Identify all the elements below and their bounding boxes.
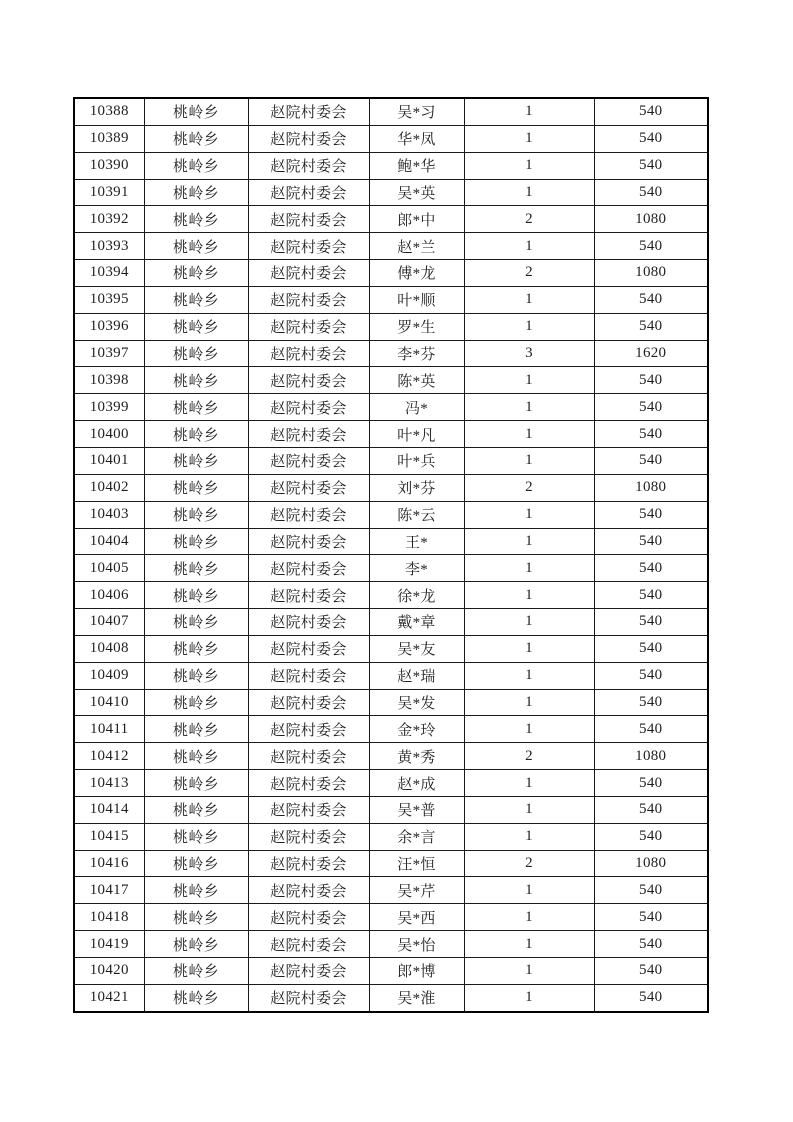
cell-village_committee: 赵院村委会 — [248, 233, 369, 260]
cell-amount: 1080 — [594, 260, 708, 287]
cell-village_committee: 赵院村委会 — [248, 394, 369, 421]
table-row — [74, 125, 708, 152]
cell-village_committee: 赵院村委会 — [248, 260, 369, 287]
cell-amount: 540 — [594, 394, 708, 421]
cell-village_committee: 赵院村委会 — [248, 474, 369, 501]
cell-serial_number: 10402 — [74, 474, 144, 501]
cell-masked_name: 吴*怡 — [369, 931, 464, 958]
cell-amount: 540 — [594, 447, 708, 474]
cell-amount: 1080 — [594, 206, 708, 233]
cell-village_committee: 赵院村委会 — [248, 931, 369, 958]
cell-quantity: 1 — [464, 931, 594, 958]
cell-quantity: 2 — [464, 260, 594, 287]
cell-amount: 1080 — [594, 743, 708, 770]
cell-masked_name: 戴*章 — [369, 609, 464, 636]
table-row — [74, 152, 708, 179]
cell-amount: 540 — [594, 313, 708, 340]
cell-quantity: 2 — [464, 206, 594, 233]
table-row — [74, 179, 708, 206]
cell-amount: 540 — [594, 716, 708, 743]
cell-township: 桃岭乡 — [144, 984, 248, 1011]
cell-serial_number: 10390 — [74, 152, 144, 179]
cell-amount: 540 — [594, 152, 708, 179]
cell-quantity: 1 — [464, 716, 594, 743]
cell-serial_number: 10418 — [74, 904, 144, 931]
cell-township: 桃岭乡 — [144, 233, 248, 260]
cell-masked_name: 郎*博 — [369, 958, 464, 985]
cell-village_committee: 赵院村委会 — [248, 823, 369, 850]
cell-quantity: 1 — [464, 635, 594, 662]
cell-village_committee: 赵院村委会 — [248, 179, 369, 206]
cell-serial_number: 10400 — [74, 421, 144, 448]
cell-quantity: 1 — [464, 555, 594, 582]
table-row — [74, 501, 708, 528]
cell-amount: 540 — [594, 501, 708, 528]
cell-township: 桃岭乡 — [144, 582, 248, 609]
cell-amount: 540 — [594, 877, 708, 904]
cell-amount: 540 — [594, 823, 708, 850]
cell-quantity: 1 — [464, 501, 594, 528]
cell-masked_name: 吴*西 — [369, 904, 464, 931]
cell-masked_name: 徐*龙 — [369, 582, 464, 609]
cell-amount: 540 — [594, 689, 708, 716]
table-row — [74, 823, 708, 850]
cell-amount: 540 — [594, 609, 708, 636]
cell-village_committee: 赵院村委会 — [248, 582, 369, 609]
cell-serial_number: 10393 — [74, 233, 144, 260]
cell-amount: 540 — [594, 770, 708, 797]
cell-village_committee: 赵院村委会 — [248, 958, 369, 985]
cell-quantity: 1 — [464, 689, 594, 716]
cell-township: 桃岭乡 — [144, 528, 248, 555]
cell-masked_name: 赵*瑞 — [369, 662, 464, 689]
cell-village_committee: 赵院村委会 — [248, 984, 369, 1011]
table-row — [74, 260, 708, 287]
cell-quantity: 2 — [464, 474, 594, 501]
cell-village_committee: 赵院村委会 — [248, 796, 369, 823]
cell-quantity: 1 — [464, 233, 594, 260]
table-row — [74, 233, 708, 260]
table-row — [74, 447, 708, 474]
cell-quantity: 1 — [464, 528, 594, 555]
table-row — [74, 206, 708, 233]
cell-serial_number: 10394 — [74, 260, 144, 287]
cell-masked_name: 王* — [369, 528, 464, 555]
cell-serial_number: 10416 — [74, 850, 144, 877]
table-row — [74, 904, 708, 931]
cell-amount: 540 — [594, 796, 708, 823]
cell-quantity: 2 — [464, 743, 594, 770]
cell-township: 桃岭乡 — [144, 823, 248, 850]
cell-amount: 540 — [594, 958, 708, 985]
cell-amount: 1080 — [594, 474, 708, 501]
table-row — [74, 582, 708, 609]
cell-serial_number: 10410 — [74, 689, 144, 716]
cell-quantity: 1 — [464, 877, 594, 904]
cell-masked_name: 陈*云 — [369, 501, 464, 528]
cell-village_committee: 赵院村委会 — [248, 447, 369, 474]
table-row — [74, 662, 708, 689]
cell-township: 桃岭乡 — [144, 474, 248, 501]
cell-quantity: 1 — [464, 125, 594, 152]
table-row — [74, 555, 708, 582]
cell-masked_name: 赵*兰 — [369, 233, 464, 260]
cell-quantity: 1 — [464, 770, 594, 797]
cell-masked_name: 李* — [369, 555, 464, 582]
cell-masked_name: 赵*成 — [369, 770, 464, 797]
cell-village_committee: 赵院村委会 — [248, 313, 369, 340]
cell-township: 桃岭乡 — [144, 609, 248, 636]
cell-village_committee: 赵院村委会 — [248, 286, 369, 313]
cell-serial_number: 10389 — [74, 125, 144, 152]
table-row — [74, 689, 708, 716]
cell-township: 桃岭乡 — [144, 421, 248, 448]
cell-quantity: 1 — [464, 662, 594, 689]
cell-quantity: 2 — [464, 850, 594, 877]
table-row — [74, 474, 708, 501]
cell-township: 桃岭乡 — [144, 904, 248, 931]
cell-serial_number: 10417 — [74, 877, 144, 904]
table-row — [74, 958, 708, 985]
cell-township: 桃岭乡 — [144, 286, 248, 313]
cell-serial_number: 10413 — [74, 770, 144, 797]
cell-masked_name: 余*言 — [369, 823, 464, 850]
cell-township: 桃岭乡 — [144, 689, 248, 716]
cell-village_committee: 赵院村委会 — [248, 743, 369, 770]
cell-masked_name: 李*芬 — [369, 340, 464, 367]
cell-masked_name: 鲍*华 — [369, 152, 464, 179]
table-row — [74, 796, 708, 823]
cell-amount: 540 — [594, 528, 708, 555]
table-row — [74, 98, 708, 125]
cell-village_committee: 赵院村委会 — [248, 635, 369, 662]
cell-masked_name: 吴*友 — [369, 635, 464, 662]
cell-amount: 1620 — [594, 340, 708, 367]
cell-masked_name: 吴*淮 — [369, 984, 464, 1011]
table-row — [74, 421, 708, 448]
cell-village_committee: 赵院村委会 — [248, 340, 369, 367]
cell-township: 桃岭乡 — [144, 98, 248, 125]
cell-quantity: 1 — [464, 582, 594, 609]
cell-amount: 540 — [594, 984, 708, 1011]
cell-township: 桃岭乡 — [144, 555, 248, 582]
cell-masked_name: 陈*英 — [369, 367, 464, 394]
cell-serial_number: 10409 — [74, 662, 144, 689]
cell-serial_number: 10403 — [74, 501, 144, 528]
cell-quantity: 1 — [464, 394, 594, 421]
cell-township: 桃岭乡 — [144, 743, 248, 770]
cell-village_committee: 赵院村委会 — [248, 877, 369, 904]
cell-serial_number: 10408 — [74, 635, 144, 662]
cell-serial_number: 10395 — [74, 286, 144, 313]
cell-township: 桃岭乡 — [144, 260, 248, 287]
cell-serial_number: 10397 — [74, 340, 144, 367]
table-row — [74, 743, 708, 770]
cell-serial_number: 10398 — [74, 367, 144, 394]
cell-village_committee: 赵院村委会 — [248, 152, 369, 179]
table-row — [74, 528, 708, 555]
cell-township: 桃岭乡 — [144, 850, 248, 877]
cell-quantity: 1 — [464, 823, 594, 850]
cell-township: 桃岭乡 — [144, 125, 248, 152]
cell-masked_name: 汪*恒 — [369, 850, 464, 877]
cell-township: 桃岭乡 — [144, 367, 248, 394]
cell-serial_number: 10401 — [74, 447, 144, 474]
cell-township: 桃岭乡 — [144, 770, 248, 797]
cell-serial_number: 10405 — [74, 555, 144, 582]
cell-amount: 540 — [594, 635, 708, 662]
cell-quantity: 1 — [464, 904, 594, 931]
cell-amount: 540 — [594, 931, 708, 958]
cell-village_committee: 赵院村委会 — [248, 850, 369, 877]
cell-serial_number: 10407 — [74, 609, 144, 636]
cell-serial_number: 10404 — [74, 528, 144, 555]
cell-quantity: 1 — [464, 796, 594, 823]
cell-masked_name: 吴*发 — [369, 689, 464, 716]
cell-amount: 540 — [594, 662, 708, 689]
cell-quantity: 1 — [464, 367, 594, 394]
cell-amount: 540 — [594, 286, 708, 313]
cell-masked_name: 叶*兵 — [369, 447, 464, 474]
cell-township: 桃岭乡 — [144, 152, 248, 179]
cell-masked_name: 吴*普 — [369, 796, 464, 823]
cell-village_committee: 赵院村委会 — [248, 904, 369, 931]
cell-quantity: 1 — [464, 609, 594, 636]
cell-quantity: 1 — [464, 447, 594, 474]
cell-village_committee: 赵院村委会 — [248, 555, 369, 582]
cell-serial_number: 10396 — [74, 313, 144, 340]
cell-masked_name: 叶*顺 — [369, 286, 464, 313]
table-row — [74, 394, 708, 421]
cell-village_committee: 赵院村委会 — [248, 206, 369, 233]
cell-township: 桃岭乡 — [144, 313, 248, 340]
cell-quantity: 1 — [464, 313, 594, 340]
cell-township: 桃岭乡 — [144, 501, 248, 528]
cell-village_committee: 赵院村委会 — [248, 501, 369, 528]
cell-township: 桃岭乡 — [144, 716, 248, 743]
cell-masked_name: 冯* — [369, 394, 464, 421]
table-row — [74, 609, 708, 636]
cell-amount: 540 — [594, 555, 708, 582]
table-row — [74, 367, 708, 394]
table-row — [74, 984, 708, 1011]
cell-quantity: 1 — [464, 958, 594, 985]
cell-amount: 540 — [594, 233, 708, 260]
table-row — [74, 770, 708, 797]
cell-village_committee: 赵院村委会 — [248, 689, 369, 716]
cell-quantity: 1 — [464, 98, 594, 125]
cell-serial_number: 10419 — [74, 931, 144, 958]
cell-township: 桃岭乡 — [144, 931, 248, 958]
cell-masked_name: 刘*芬 — [369, 474, 464, 501]
cell-quantity: 3 — [464, 340, 594, 367]
cell-serial_number: 10399 — [74, 394, 144, 421]
cell-serial_number: 10414 — [74, 796, 144, 823]
cell-masked_name: 傅*龙 — [369, 260, 464, 287]
cell-serial_number: 10406 — [74, 582, 144, 609]
cell-masked_name: 叶*凡 — [369, 421, 464, 448]
cell-serial_number: 10415 — [74, 823, 144, 850]
cell-serial_number: 10391 — [74, 179, 144, 206]
subsidy-table — [73, 97, 709, 1013]
cell-township: 桃岭乡 — [144, 206, 248, 233]
cell-masked_name: 黄*秀 — [369, 743, 464, 770]
table-row — [74, 931, 708, 958]
cell-serial_number: 10420 — [74, 958, 144, 985]
cell-village_committee: 赵院村委会 — [248, 770, 369, 797]
cell-masked_name: 华*凤 — [369, 125, 464, 152]
cell-quantity: 1 — [464, 152, 594, 179]
cell-village_committee: 赵院村委会 — [248, 98, 369, 125]
cell-township: 桃岭乡 — [144, 179, 248, 206]
cell-township: 桃岭乡 — [144, 877, 248, 904]
cell-township: 桃岭乡 — [144, 662, 248, 689]
cell-quantity: 1 — [464, 179, 594, 206]
cell-amount: 540 — [594, 179, 708, 206]
table-row — [74, 716, 708, 743]
table-row — [74, 850, 708, 877]
table-row — [74, 877, 708, 904]
cell-village_committee: 赵院村委会 — [248, 528, 369, 555]
cell-quantity: 1 — [464, 421, 594, 448]
cell-amount: 540 — [594, 904, 708, 931]
cell-amount: 1080 — [594, 850, 708, 877]
cell-township: 桃岭乡 — [144, 447, 248, 474]
cell-masked_name: 郎*中 — [369, 206, 464, 233]
cell-amount: 540 — [594, 125, 708, 152]
cell-village_committee: 赵院村委会 — [248, 662, 369, 689]
cell-township: 桃岭乡 — [144, 394, 248, 421]
cell-village_committee: 赵院村委会 — [248, 421, 369, 448]
cell-serial_number: 10411 — [74, 716, 144, 743]
table-row — [74, 286, 708, 313]
cell-masked_name: 罗*生 — [369, 313, 464, 340]
cell-quantity: 1 — [464, 984, 594, 1011]
cell-amount: 540 — [594, 421, 708, 448]
cell-amount: 540 — [594, 98, 708, 125]
cell-masked_name: 吴*芹 — [369, 877, 464, 904]
cell-village_committee: 赵院村委会 — [248, 125, 369, 152]
table-row — [74, 340, 708, 367]
cell-serial_number: 10421 — [74, 984, 144, 1011]
cell-township: 桃岭乡 — [144, 340, 248, 367]
cell-township: 桃岭乡 — [144, 635, 248, 662]
table-row — [74, 313, 708, 340]
cell-serial_number: 10392 — [74, 206, 144, 233]
cell-masked_name: 吴*英 — [369, 179, 464, 206]
cell-serial_number: 10388 — [74, 98, 144, 125]
cell-village_committee: 赵院村委会 — [248, 609, 369, 636]
cell-masked_name: 金*玲 — [369, 716, 464, 743]
cell-township: 桃岭乡 — [144, 958, 248, 985]
cell-township: 桃岭乡 — [144, 796, 248, 823]
cell-village_committee: 赵院村委会 — [248, 716, 369, 743]
table-row — [74, 635, 708, 662]
cell-quantity: 1 — [464, 286, 594, 313]
cell-village_committee: 赵院村委会 — [248, 367, 369, 394]
cell-amount: 540 — [594, 367, 708, 394]
table-body — [74, 98, 708, 1012]
cell-masked_name: 吴*习 — [369, 98, 464, 125]
cell-serial_number: 10412 — [74, 743, 144, 770]
cell-amount: 540 — [594, 582, 708, 609]
